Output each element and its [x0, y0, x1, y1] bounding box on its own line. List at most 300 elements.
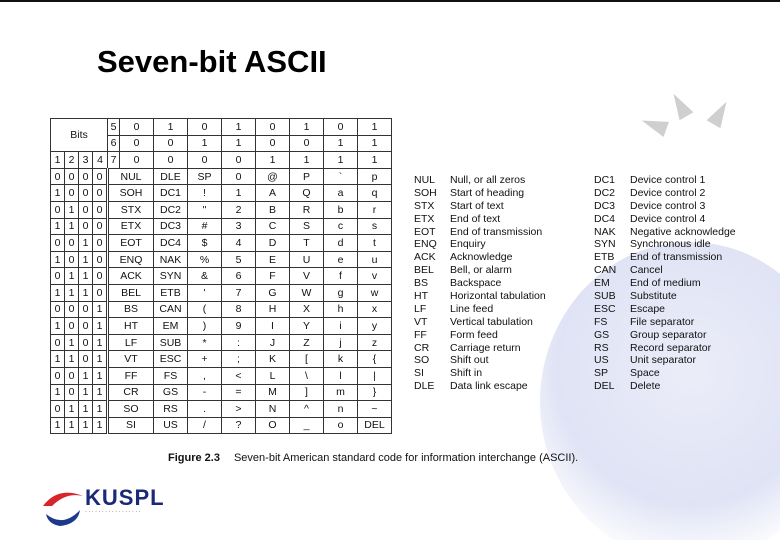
low-bit-value: 0: [65, 318, 79, 335]
ascii-char-cell: -: [188, 384, 222, 401]
ascii-char-cell: 0: [222, 168, 256, 185]
decorative-triangle: [667, 90, 694, 121]
legend-item: [594, 354, 736, 367]
ascii-char-cell: STX: [108, 201, 154, 218]
legend-item: [414, 380, 546, 393]
legend-item: [594, 316, 736, 329]
ascii-char-cell: K: [256, 351, 290, 368]
legend-item: [414, 329, 546, 342]
legend-description: Device control 2: [630, 186, 706, 199]
ascii-char-cell: ?: [222, 417, 256, 434]
ascii-table: [50, 118, 392, 434]
low-bit-value: 1: [65, 201, 79, 218]
ascii-char-cell: >: [222, 401, 256, 418]
legend-description: Negative acknowledge: [630, 225, 736, 238]
table-row: [51, 268, 392, 285]
ascii-char-cell: 2: [222, 201, 256, 218]
table-row: [51, 185, 392, 202]
legend-code: DLE: [414, 380, 435, 393]
low-bit-value: 0: [51, 334, 65, 351]
ascii-char-cell: ': [188, 284, 222, 301]
ascii-char-cell: *: [188, 334, 222, 351]
legend-code: GS: [594, 328, 610, 341]
low-bit-value: 0: [79, 301, 93, 318]
legend-description: Enquiry: [450, 238, 486, 251]
ascii-char-cell: u: [358, 251, 392, 268]
legend-item: [594, 213, 736, 226]
legend-code: DC3: [594, 199, 616, 212]
high-bit-value: 0: [120, 119, 154, 136]
table-row: [51, 235, 392, 252]
ascii-char-cell: I: [256, 318, 290, 335]
ascii-char-cell: |: [358, 367, 392, 384]
legend-code: SI: [414, 367, 424, 380]
header-row: [51, 152, 392, 169]
low-bit-value: 1: [51, 384, 65, 401]
legend-code: ACK: [414, 251, 436, 264]
ascii-char-cell: ETB: [154, 284, 188, 301]
low-bit-value: 1: [51, 218, 65, 235]
table-row: [51, 384, 392, 401]
low-bit-value: 0: [51, 235, 65, 252]
table-row: [51, 284, 392, 301]
ascii-char-cell: E: [256, 251, 290, 268]
high-bit-value: 1: [188, 135, 222, 152]
legend-code: ENQ: [414, 238, 437, 251]
legend-code: VT: [414, 315, 428, 328]
legend-description: Device control 3: [630, 199, 706, 212]
high-bit-number: 5: [108, 119, 120, 136]
low-bit-value: 0: [51, 168, 65, 185]
low-bit-value: 1: [65, 417, 79, 434]
table-row: [51, 367, 392, 384]
legend-item: [414, 290, 546, 303]
ascii-char-cell: $: [188, 235, 222, 252]
legend-item: [594, 342, 736, 355]
table-row: [51, 417, 392, 434]
ascii-char-cell: l: [324, 367, 358, 384]
legend-code: US: [594, 354, 609, 367]
high-bit-value: 1: [324, 135, 358, 152]
legend-code: SYN: [594, 238, 616, 251]
legend-description: Start of text: [450, 199, 504, 212]
ascii-char-cell: 8: [222, 301, 256, 318]
ascii-char-cell: b: [324, 201, 358, 218]
ascii-char-cell: O: [256, 417, 290, 434]
low-bit-value: 1: [79, 367, 93, 384]
table-row: [51, 168, 392, 185]
ascii-char-cell: CR: [108, 384, 154, 401]
low-bit-value: 1: [51, 185, 65, 202]
legend-code: SO: [414, 354, 430, 367]
ascii-char-cell: R: [290, 201, 324, 218]
low-bit-value: 1: [93, 334, 108, 351]
legend-item: [594, 329, 736, 342]
high-bit-value: 1: [290, 119, 324, 136]
low-bit-value: 0: [93, 185, 108, 202]
low-bit-value: 1: [79, 235, 93, 252]
low-bit-value: 1: [93, 318, 108, 335]
legend-code: NUL: [414, 174, 436, 186]
high-bit-value: 0: [290, 135, 324, 152]
caption-text: Seven-bit American standard code for information interchange (ASCII).: [233, 452, 579, 464]
legend-description: Shift out: [450, 354, 489, 367]
high-bit-value: 1: [324, 152, 358, 169]
ascii-char-cell: v: [358, 268, 392, 285]
ascii-char-cell: M: [256, 384, 290, 401]
legend-description: Space: [630, 367, 660, 380]
low-bit-value: 1: [93, 301, 108, 318]
legend-description: Carriage return: [450, 341, 521, 354]
ascii-char-cell: SUB: [154, 334, 188, 351]
low-bit-value: 1: [65, 218, 79, 235]
low-bit-value: 0: [51, 401, 65, 418]
ascii-char-cell: ETX: [108, 218, 154, 235]
ascii-char-cell: x: [358, 301, 392, 318]
ascii-char-cell: HT: [108, 318, 154, 335]
low-bit-value: 1: [93, 367, 108, 384]
ascii-char-cell: !: [188, 185, 222, 202]
ascii-char-cell: ]: [290, 384, 324, 401]
high-bit-value: 0: [154, 152, 188, 169]
ascii-char-cell: n: [324, 401, 358, 418]
legend-description: File separator: [630, 315, 695, 328]
low-bit-value: 1: [79, 401, 93, 418]
legend-code: EM: [594, 277, 610, 290]
ascii-char-cell: {: [358, 351, 392, 368]
legend-item: [594, 277, 736, 290]
low-bit-value: 0: [79, 318, 93, 335]
low-bit-value: 1: [65, 401, 79, 418]
table-row: [51, 351, 392, 368]
high-bit-value: 1: [358, 135, 392, 152]
ascii-char-cell: i: [324, 318, 358, 335]
low-bit-value: 0: [93, 235, 108, 252]
ascii-char-cell: ": [188, 201, 222, 218]
ascii-char-cell: S: [290, 218, 324, 235]
ascii-char-cell: Q: [290, 185, 324, 202]
high-bit-value: 0: [120, 152, 154, 169]
ascii-char-cell: a: [324, 185, 358, 202]
legend-description: End of transmission: [630, 251, 723, 264]
legend-code: RS: [594, 341, 609, 354]
low-bit-value: 0: [65, 301, 79, 318]
ascii-char-cell: r: [358, 201, 392, 218]
low-bit-value: 1: [65, 284, 79, 301]
legend-item: [594, 200, 736, 213]
legend-item: [594, 174, 736, 187]
ascii-char-cell: RS: [154, 401, 188, 418]
ascii-char-cell: ACK: [108, 268, 154, 285]
ascii-char-cell: B: [256, 201, 290, 218]
low-bit-value: 1: [93, 351, 108, 368]
low-bit-value: 0: [51, 268, 65, 285]
low-bit-value: 1: [65, 351, 79, 368]
legend-code: LF: [414, 302, 427, 315]
high-bit-value: 0: [256, 135, 290, 152]
ascii-char-cell: :: [222, 334, 256, 351]
high-bit-value: 0: [120, 135, 154, 152]
ascii-char-cell: +: [188, 351, 222, 368]
legend-code: CAN: [594, 264, 617, 277]
legend-left: [414, 174, 546, 393]
ascii-char-cell: NUL: [108, 168, 154, 185]
high-bit-value: 0: [256, 119, 290, 136]
low-bit-value: 1: [79, 268, 93, 285]
ascii-char-cell: =: [222, 384, 256, 401]
ascii-char-cell: \: [290, 367, 324, 384]
ascii-char-cell: (: [188, 301, 222, 318]
legend-description: Shift in: [450, 367, 483, 380]
ascii-char-cell: /: [188, 417, 222, 434]
legend-description: End of text: [450, 212, 501, 225]
high-bit-value: 1: [358, 119, 392, 136]
low-bit-value: 1: [79, 384, 93, 401]
ascii-char-cell: j: [324, 334, 358, 351]
low-bit-value: 1: [51, 251, 65, 268]
low-bit-value: 0: [51, 201, 65, 218]
low-bit-value: 1: [93, 384, 108, 401]
legend-description: Delete: [630, 380, 661, 393]
ascii-char-cell: LF: [108, 334, 154, 351]
low-bit-value: 1: [51, 284, 65, 301]
high-bit-number: 7: [108, 152, 120, 169]
low-bit-value: 1: [65, 334, 79, 351]
legend-code: DC4: [594, 212, 616, 225]
low-bit-value: 1: [51, 351, 65, 368]
low-bit-value: 1: [79, 251, 93, 268]
legend-description: Substitute: [630, 290, 677, 303]
low-bit-value: 0: [93, 268, 108, 285]
low-bit-value: 0: [93, 201, 108, 218]
low-bit-value: 0: [79, 185, 93, 202]
low-bit-value: 1: [51, 318, 65, 335]
legend-description: Escape: [630, 302, 666, 315]
high-bit-number: 6: [108, 135, 120, 152]
ascii-char-cell: DC1: [154, 185, 188, 202]
legend-code: EOT: [414, 225, 436, 238]
ascii-char-cell: ESC: [154, 351, 188, 368]
legend-item: [414, 238, 546, 251]
legend-code: CR: [414, 341, 430, 354]
ascii-char-cell: D: [256, 235, 290, 252]
ascii-char-cell: o: [324, 417, 358, 434]
legend-description: Synchronous idle: [630, 238, 711, 251]
low-bit-value: 1: [79, 284, 93, 301]
ascii-char-cell: e: [324, 251, 358, 268]
ascii-char-cell: .: [188, 401, 222, 418]
ascii-char-cell: DC3: [154, 218, 188, 235]
legend-code: SP: [594, 367, 609, 380]
legend-item: [414, 277, 546, 290]
low-bit-value: 0: [65, 367, 79, 384]
ascii-char-cell: SYN: [154, 268, 188, 285]
ascii-char-cell: N: [256, 401, 290, 418]
ascii-char-cell: V: [290, 268, 324, 285]
legend-code: ETB: [594, 251, 615, 264]
legend-item: [414, 367, 546, 380]
ascii-char-cell: q: [358, 185, 392, 202]
ascii-char-cell: DEL: [358, 417, 392, 434]
ascii-char-cell: `: [324, 168, 358, 185]
low-bit-value: 0: [93, 251, 108, 268]
ascii-char-cell: US: [154, 417, 188, 434]
legend-item: [414, 264, 546, 277]
table-row: [51, 201, 392, 218]
ascii-char-cell: [: [290, 351, 324, 368]
legend-code: ETX: [414, 212, 435, 225]
ascii-char-cell: F: [256, 268, 290, 285]
ascii-char-cell: z: [358, 334, 392, 351]
legend-code: BEL: [414, 264, 434, 277]
ascii-char-cell: W: [290, 284, 324, 301]
bit-number: 3: [79, 152, 93, 169]
legend-code: STX: [414, 199, 435, 212]
low-bit-value: 0: [93, 284, 108, 301]
high-bit-value: 0: [188, 152, 222, 169]
legend-item: [414, 213, 546, 226]
ascii-char-cell: _: [290, 417, 324, 434]
low-bit-value: 0: [65, 235, 79, 252]
low-bit-value: 0: [79, 351, 93, 368]
legend-description: Vertical tabulation: [450, 315, 533, 328]
ascii-char-cell: SI: [108, 417, 154, 434]
ascii-char-cell: &: [188, 268, 222, 285]
legend-item: [414, 200, 546, 213]
ascii-char-cell: <: [222, 367, 256, 384]
high-bit-value: 1: [222, 135, 256, 152]
low-bit-value: 0: [79, 201, 93, 218]
ascii-char-cell: FS: [154, 367, 188, 384]
ascii-char-cell: DC2: [154, 201, 188, 218]
legend-item: [594, 187, 736, 200]
ascii-char-cell: k: [324, 351, 358, 368]
ascii-char-cell: ): [188, 318, 222, 335]
ascii-char-cell: m: [324, 384, 358, 401]
low-bit-value: 1: [93, 401, 108, 418]
ascii-char-cell: c: [324, 218, 358, 235]
slide-title: Seven-bit ASCII: [97, 44, 327, 79]
ascii-char-cell: U: [290, 251, 324, 268]
legend-description: End of transmission: [450, 225, 543, 238]
ascii-char-cell: L: [256, 367, 290, 384]
legend-code: SOH: [414, 186, 437, 199]
low-bit-value: 1: [79, 417, 93, 434]
legend-description: Record separator: [630, 341, 712, 354]
low-bit-value: 0: [79, 218, 93, 235]
ascii-char-cell: SO: [108, 401, 154, 418]
table-row: [51, 318, 392, 335]
legend-description: Data link escape: [450, 380, 528, 393]
bits-label: Bits: [51, 119, 108, 152]
low-bit-value: 0: [65, 185, 79, 202]
ascii-char-cell: %: [188, 251, 222, 268]
bit-number: 1: [51, 152, 65, 169]
high-bit-value: 1: [256, 152, 290, 169]
ascii-char-cell: J: [256, 334, 290, 351]
ascii-char-cell: 7: [222, 284, 256, 301]
ascii-char-cell: NAK: [154, 251, 188, 268]
legend-description: Bell, or alarm: [450, 264, 512, 277]
legend-item: [594, 226, 736, 239]
high-bit-value: 1: [358, 152, 392, 169]
ascii-char-cell: BEL: [108, 284, 154, 301]
low-bit-value: 0: [79, 168, 93, 185]
legend-code: BS: [414, 277, 429, 290]
ascii-char-cell: FF: [108, 367, 154, 384]
ascii-char-cell: 1: [222, 185, 256, 202]
ascii-char-cell: BS: [108, 301, 154, 318]
ascii-char-cell: X: [290, 301, 324, 318]
ascii-char-cell: f: [324, 268, 358, 285]
low-bit-value: 0: [51, 367, 65, 384]
legend-item: [414, 354, 546, 367]
legend-item: [414, 174, 546, 187]
high-bit-value: 1: [222, 119, 256, 136]
ascii-char-cell: w: [358, 284, 392, 301]
ascii-char-cell: ;: [222, 351, 256, 368]
bit-number: 4: [93, 152, 108, 169]
legend-item: [414, 342, 546, 355]
legend-description: Start of heading: [450, 186, 525, 199]
legend-item: [594, 380, 736, 393]
legend-code: DC1: [594, 174, 616, 186]
ascii-char-cell: @: [256, 168, 290, 185]
ascii-char-cell: Y: [290, 318, 324, 335]
header-row: [51, 119, 392, 136]
ascii-char-cell: y: [358, 318, 392, 335]
ascii-char-cell: GS: [154, 384, 188, 401]
figure-caption: [168, 452, 578, 464]
ascii-char-cell: P: [290, 168, 324, 185]
low-bit-value: 0: [93, 168, 108, 185]
legend-item: [414, 251, 546, 264]
legend-item: [594, 251, 736, 264]
legend-description: Backspace: [450, 277, 502, 290]
legend-item: [594, 264, 736, 277]
ascii-char-cell: 9: [222, 318, 256, 335]
ascii-char-cell: G: [256, 284, 290, 301]
legend-item: [594, 303, 736, 316]
ascii-char-cell: #: [188, 218, 222, 235]
logo-text: KUSPL: [85, 485, 165, 510]
legend-code: ESC: [594, 302, 616, 315]
legend-description: Form feed: [450, 328, 498, 341]
ascii-char-cell: 4: [222, 235, 256, 252]
ascii-char-cell: 5: [222, 251, 256, 268]
ascii-char-cell: EOT: [108, 235, 154, 252]
legend-item: [414, 226, 546, 239]
legend-code: SUB: [594, 290, 616, 303]
legend-code: DEL: [594, 380, 615, 393]
legend-item: [594, 367, 736, 380]
low-bit-value: 0: [93, 218, 108, 235]
legend-description: Group separator: [630, 328, 707, 341]
high-bit-value: 1: [290, 152, 324, 169]
high-bit-value: 0: [188, 119, 222, 136]
table-row: [51, 251, 392, 268]
ascii-char-cell: t: [358, 235, 392, 252]
ascii-char-cell: DLE: [154, 168, 188, 185]
legend-description: Unit separator: [630, 354, 696, 367]
legend-item: [594, 238, 736, 251]
legend-code: DC2: [594, 186, 616, 199]
high-bit-value: 0: [154, 135, 188, 152]
ascii-char-cell: ,: [188, 367, 222, 384]
ascii-char-cell: VT: [108, 351, 154, 368]
legend-item: [414, 187, 546, 200]
ascii-char-cell: EM: [154, 318, 188, 335]
